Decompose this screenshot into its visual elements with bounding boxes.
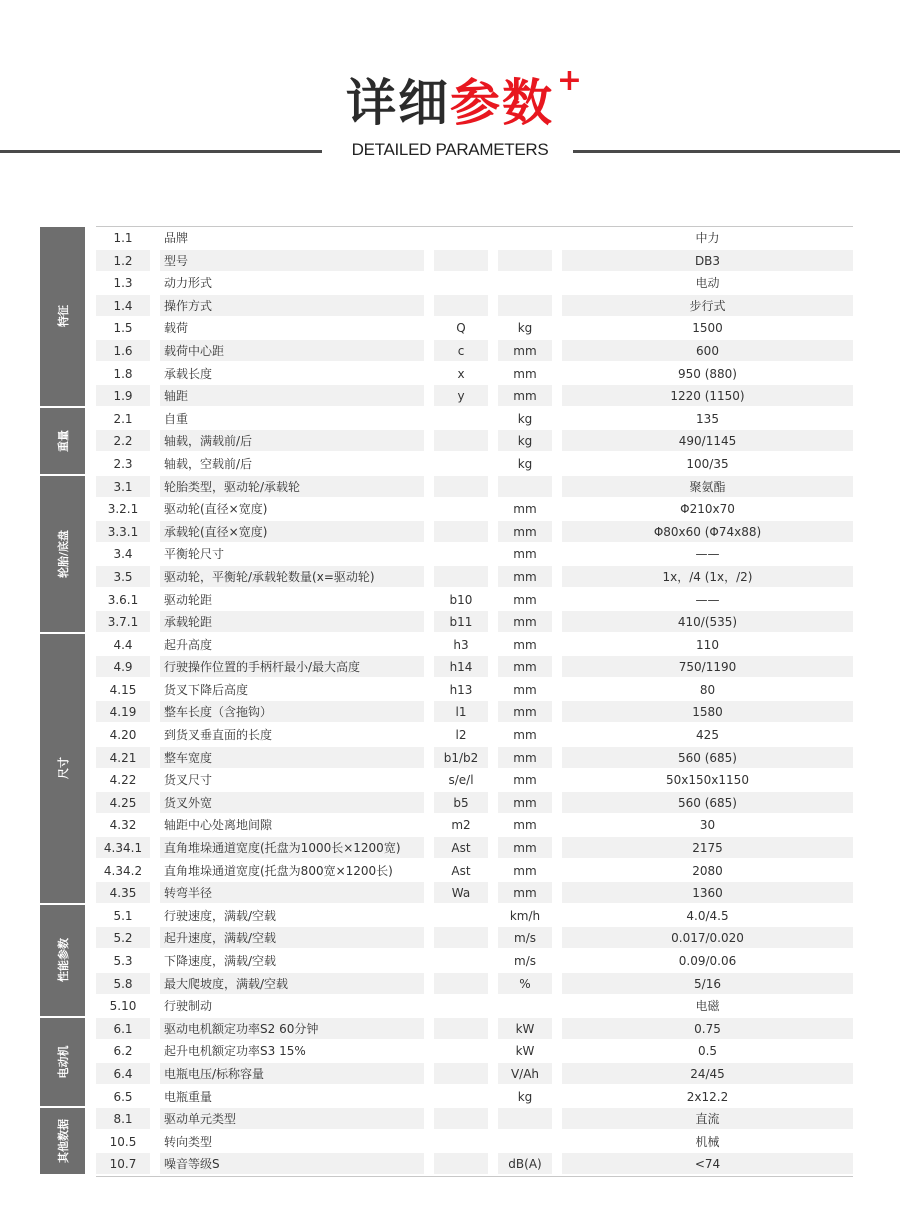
row-name: 驱动单元类型 [160, 1108, 424, 1129]
row-value: 410/(535) [562, 611, 853, 632]
row-number: 6.4 [96, 1063, 150, 1084]
row-value: 2080 [692, 863, 723, 878]
row-symbol [434, 408, 488, 429]
row-symbol [434, 272, 488, 293]
row-unit: mm [513, 547, 537, 562]
table-row [96, 701, 853, 724]
row-symbol [434, 250, 488, 271]
table-row [96, 860, 853, 883]
row-number: 4.34.2 [103, 863, 143, 878]
table-row [96, 250, 853, 273]
table-row [96, 543, 853, 566]
row-name: 轮胎类型，驱动轮/承载轮 [160, 476, 424, 497]
row-symbol: m2 [451, 818, 471, 833]
row-name: 直角堆垛通道宽度(托盘为800宽×1200长) [164, 863, 393, 878]
row-unit: mm [498, 701, 552, 722]
row-name: 轴距中心处离地间隙 [164, 818, 273, 833]
row-value: 0.017/0.020 [562, 927, 853, 948]
group-label: 重量 [56, 429, 70, 452]
divider-right [573, 150, 900, 153]
row-symbol: l2 [455, 728, 467, 743]
row-name: 整车长度（含拖钩） [160, 701, 424, 722]
table-row [96, 340, 853, 363]
row-value: 600 [562, 340, 853, 361]
row-number: 2.1 [113, 411, 133, 426]
row-value: 5/16 [562, 973, 853, 994]
table-row [96, 634, 853, 657]
row-name: 承载轮(直径×宽度) [160, 521, 424, 542]
row-value: 1x，/4 (1x，/2) [562, 566, 853, 587]
row-name: 自重 [164, 411, 189, 426]
table-row [96, 882, 853, 905]
row-name: 行驶制动 [164, 999, 213, 1014]
row-unit: mm [498, 566, 552, 587]
row-value: Φ210x70 [680, 502, 735, 517]
row-number: 5.8 [96, 973, 150, 994]
row-value: 560 (685) [562, 792, 853, 813]
row-number: 1.1 [113, 231, 133, 245]
row-value: 电磁 [695, 999, 720, 1014]
row-number: 4.35 [96, 882, 150, 903]
row-number: 4.22 [109, 773, 137, 788]
row-name: 起升速度，满载/空载 [160, 927, 424, 948]
row-symbol: b1/b2 [434, 747, 488, 768]
row-number: 6.2 [113, 1044, 133, 1059]
table-row [96, 769, 853, 792]
row-number: 5.3 [113, 954, 133, 968]
row-value: 1220 (1150) [562, 385, 853, 406]
row-number: 5.1 [113, 908, 133, 923]
row-number: 4.4 [113, 637, 133, 652]
row-unit [498, 272, 552, 293]
table-row [96, 272, 853, 295]
table-row [96, 363, 853, 386]
row-unit: mm [498, 747, 552, 768]
row-name: 驱动电机额定功率S2 60分钟 [160, 1018, 424, 1039]
table-rows [96, 227, 853, 1176]
row-value: —— [695, 592, 720, 607]
row-symbol [434, 1018, 488, 1039]
row-unit: m/s [498, 927, 552, 948]
table-row [96, 724, 853, 747]
row-symbol: c [434, 340, 488, 361]
row-unit: mm [498, 792, 552, 813]
title-dark-part: 详细 [346, 74, 450, 132]
group-label: 轮胎/底盘 [56, 529, 70, 578]
row-name: 驱动轮距 [164, 592, 213, 607]
row-value: 24/45 [562, 1063, 853, 1084]
row-number: 5.10 [109, 999, 137, 1014]
row-value: 490/1145 [562, 430, 853, 451]
row-name: 直角堆垛通道宽度(托盘为1000长×1200宽) [160, 837, 424, 858]
row-unit: % [498, 973, 552, 994]
row-symbol: b11 [434, 611, 488, 632]
row-symbol [434, 521, 488, 542]
table-row [96, 317, 853, 340]
row-name: 平衡轮尺寸 [164, 547, 225, 562]
plus-icon: + [556, 63, 584, 98]
row-name: 承载长度 [164, 366, 213, 381]
group-label: 性能参数 [56, 938, 70, 983]
table-row [96, 476, 853, 499]
row-unit: mm [513, 818, 537, 833]
row-value: 2175 [562, 837, 853, 858]
row-value: 750/1190 [562, 656, 853, 677]
row-unit: mm [513, 592, 537, 607]
table-row [96, 611, 853, 634]
row-number: 1.2 [96, 250, 150, 271]
row-unit: kW [498, 1018, 552, 1039]
row-value: 0.09/0.06 [678, 954, 737, 968]
table-row [96, 1131, 853, 1154]
group-column [40, 227, 85, 1176]
row-name: 货叉外宽 [160, 792, 424, 813]
row-number: 2.2 [96, 430, 150, 451]
row-value: 机械 [695, 1134, 720, 1149]
subtitle-row [0, 140, 900, 164]
row-unit: mm [498, 837, 552, 858]
row-name: 起升电机额定功率S3 15% [164, 1044, 306, 1059]
row-symbol: h13 [449, 682, 473, 697]
row-name: 驱动轮(直径×宽度) [164, 502, 268, 517]
row-symbol [434, 950, 488, 971]
row-value: DB3 [562, 250, 853, 271]
table-row [96, 295, 853, 318]
row-unit: mm [513, 366, 537, 381]
row-number: 1.8 [113, 366, 133, 381]
table-row [96, 566, 853, 589]
row-unit: mm [498, 611, 552, 632]
row-unit: mm [513, 502, 537, 517]
row-number: 1.4 [96, 295, 150, 316]
row-number: 3.2.1 [107, 502, 139, 517]
table-row [96, 1153, 853, 1176]
row-unit: mm [498, 656, 552, 677]
row-value: 30 [699, 818, 716, 833]
row-symbol: y [434, 385, 488, 406]
row-name: 电瓶电压/标称容量 [160, 1063, 424, 1084]
row-value: 135 [696, 411, 719, 426]
row-number: 3.7.1 [96, 611, 150, 632]
row-name: 行驶操作位置的手柄杆最小/最大高度 [160, 656, 424, 677]
row-name: 行驶速度，满载/空载 [164, 908, 277, 923]
row-value: —— [695, 547, 720, 562]
table-row [96, 950, 853, 973]
row-number: 6.1 [96, 1018, 150, 1039]
row-symbol: s/e/l [448, 773, 474, 788]
row-symbol: Ast [434, 837, 488, 858]
row-unit: kg [517, 321, 533, 336]
row-unit: kg [517, 1089, 533, 1104]
table-row [96, 656, 853, 679]
row-symbol: b10 [449, 592, 473, 607]
row-name: 轴载，满载前/后 [160, 430, 424, 451]
row-number: 3.1 [96, 476, 150, 497]
row-value: 2x12.2 [686, 1089, 729, 1104]
row-symbol [434, 453, 488, 474]
row-symbol: h14 [434, 656, 488, 677]
row-number: 4.34.1 [96, 837, 150, 858]
row-number: 3.3.1 [96, 521, 150, 542]
row-unit: kg [517, 456, 533, 471]
row-name: 驱动轮，平衡轮/承载轮数量(x=驱动轮) [160, 566, 424, 587]
row-value: Φ80x60 (Φ74x88) [562, 521, 853, 542]
row-name: 起升高度 [164, 637, 213, 652]
table-row [96, 1108, 853, 1131]
table-row [96, 995, 853, 1018]
row-symbol [434, 1131, 488, 1152]
row-unit: V/Ah [498, 1063, 552, 1084]
group-label: 特征 [56, 305, 70, 328]
row-number: 4.19 [96, 701, 150, 722]
row-value: 聚氨酯 [562, 476, 853, 497]
table-row [96, 430, 853, 453]
row-number: 10.7 [96, 1153, 150, 1174]
table-row [96, 927, 853, 950]
row-name: 动力形式 [164, 276, 213, 291]
table-row [96, 1040, 853, 1063]
table-row [96, 1018, 853, 1041]
table-row [96, 837, 853, 860]
row-symbol [434, 905, 488, 926]
row-name: 货叉下降后高度 [164, 682, 249, 697]
row-value: 560 (685) [562, 747, 853, 768]
row-name: 噪音等级S [160, 1153, 424, 1174]
row-unit: mm [498, 882, 552, 903]
row-symbol [434, 995, 488, 1016]
table-bottom-rule [96, 1176, 853, 1177]
row-name: 整车宽度 [160, 747, 424, 768]
row-symbol [434, 566, 488, 587]
table-row [96, 747, 853, 770]
row-value: 0.5 [697, 1044, 718, 1059]
row-unit: kg [498, 430, 552, 451]
row-unit: mm [498, 340, 552, 361]
table-row [96, 1063, 853, 1086]
table-row [96, 679, 853, 702]
row-value: 1500 [692, 321, 723, 336]
row-unit: mm [513, 863, 537, 878]
row-value: 电动 [695, 276, 720, 291]
row-number: 1.5 [113, 321, 133, 336]
group-block [40, 1018, 85, 1106]
title-red-part: 参数 [450, 74, 554, 132]
row-number: 4.20 [109, 728, 137, 743]
row-unit: km/h [509, 908, 541, 923]
row-number: 1.9 [96, 385, 150, 406]
row-number: 4.9 [96, 656, 150, 677]
group-block [40, 905, 85, 1016]
row-name: 型号 [160, 250, 424, 271]
table-row [96, 498, 853, 521]
table-row [96, 521, 853, 544]
row-symbol: x [457, 366, 465, 381]
group-block [40, 634, 85, 903]
group-label: 其他数据 [56, 1119, 70, 1164]
row-value: 50x150x1150 [666, 773, 749, 788]
row-value: 1360 [562, 882, 853, 903]
row-value: 4.0/4.5 [686, 908, 729, 923]
row-number: 3.4 [113, 547, 133, 562]
row-unit [498, 1108, 552, 1129]
row-name: 载荷 [164, 321, 189, 336]
row-name: 货叉尺寸 [164, 773, 213, 788]
row-number: 3.5 [96, 566, 150, 587]
row-value: 直流 [562, 1108, 853, 1129]
row-symbol [434, 476, 488, 497]
page-header [0, 63, 900, 134]
table-row [96, 1086, 853, 1109]
row-name: 转向类型 [164, 1134, 213, 1149]
row-number: 4.15 [109, 682, 137, 697]
row-unit: mm [498, 385, 552, 406]
row-unit [498, 476, 552, 497]
row-name: 转弯半径 [160, 882, 424, 903]
row-unit: mm [513, 773, 537, 788]
row-unit [498, 995, 552, 1016]
row-value: 100/35 [686, 456, 729, 471]
row-unit: kg [517, 411, 533, 426]
row-value: 425 [696, 728, 719, 743]
row-symbol [434, 1040, 488, 1061]
row-value: 80 [699, 682, 716, 697]
row-symbol [434, 1108, 488, 1129]
row-name: 轴距 [160, 385, 424, 406]
table-row [96, 227, 853, 250]
table-row [96, 385, 853, 408]
row-unit: kW [515, 1044, 535, 1059]
page-title [346, 63, 584, 134]
row-unit [498, 1131, 552, 1152]
row-name: 到货叉垂直面的长度 [164, 728, 273, 743]
row-symbol [434, 927, 488, 948]
row-unit: m/s [514, 954, 536, 968]
row-unit: mm [498, 521, 552, 542]
group-block [40, 1108, 85, 1174]
row-unit: mm [513, 728, 537, 743]
row-value: 110 [696, 637, 719, 652]
group-block [40, 476, 85, 632]
group-block [40, 227, 85, 406]
table-row [96, 408, 853, 431]
row-number: 3.6.1 [107, 592, 139, 607]
row-number: 10.5 [109, 1134, 137, 1149]
row-number: 4.25 [96, 792, 150, 813]
row-number: 4.21 [96, 747, 150, 768]
row-value: <74 [562, 1153, 853, 1174]
row-name: 最大爬坡度，满载/空载 [160, 973, 424, 994]
row-value: 中力 [695, 231, 720, 245]
row-symbol [434, 543, 488, 564]
row-symbol [434, 1153, 488, 1174]
group-label: 电动机 [56, 1045, 70, 1079]
row-number: 6.5 [113, 1089, 133, 1104]
row-number: 5.2 [96, 927, 150, 948]
row-symbol: l1 [434, 701, 488, 722]
row-value: 1580 [562, 701, 853, 722]
row-name: 电瓶重量 [164, 1089, 213, 1104]
row-name: 承载轮距 [160, 611, 424, 632]
row-value: 950 (880) [678, 366, 737, 381]
table-row [96, 973, 853, 996]
row-symbol [434, 295, 488, 316]
row-symbol: Ast [451, 863, 471, 878]
row-number: 8.1 [96, 1108, 150, 1129]
row-number: 1.3 [113, 276, 133, 291]
row-name: 下降速度，满载/空载 [164, 954, 277, 968]
row-symbol [434, 973, 488, 994]
group-block [40, 408, 85, 474]
row-name: 操作方式 [160, 295, 424, 316]
row-unit [498, 227, 552, 248]
row-unit: mm [513, 682, 537, 697]
row-unit: mm [513, 637, 537, 652]
row-unit [498, 250, 552, 271]
row-number: 1.6 [96, 340, 150, 361]
row-number: 4.32 [109, 818, 137, 833]
page-subtitle: DETAILED PARAMETERS [351, 140, 549, 159]
row-name: 载荷中心距 [160, 340, 424, 361]
table-row [96, 453, 853, 476]
row-symbol: Q [456, 321, 466, 336]
group-label: 尺寸 [56, 757, 70, 780]
table-row [96, 905, 853, 928]
row-unit: dB(A) [498, 1153, 552, 1174]
row-symbol: h3 [453, 637, 469, 652]
table-row [96, 792, 853, 815]
row-name: 品牌 [164, 231, 189, 245]
row-number: 2.3 [113, 456, 133, 471]
row-symbol: Wa [434, 882, 488, 903]
row-value: 步行式 [562, 295, 853, 316]
row-value: 0.75 [562, 1018, 853, 1039]
table-row [96, 814, 853, 837]
row-symbol [434, 227, 488, 248]
row-name: 轴载，空载前/后 [164, 456, 253, 471]
row-unit [498, 295, 552, 316]
table-row [96, 589, 853, 612]
row-symbol [434, 1063, 488, 1084]
row-symbol [434, 498, 488, 519]
row-symbol [434, 430, 488, 451]
row-symbol [434, 1086, 488, 1107]
row-symbol: b5 [434, 792, 488, 813]
